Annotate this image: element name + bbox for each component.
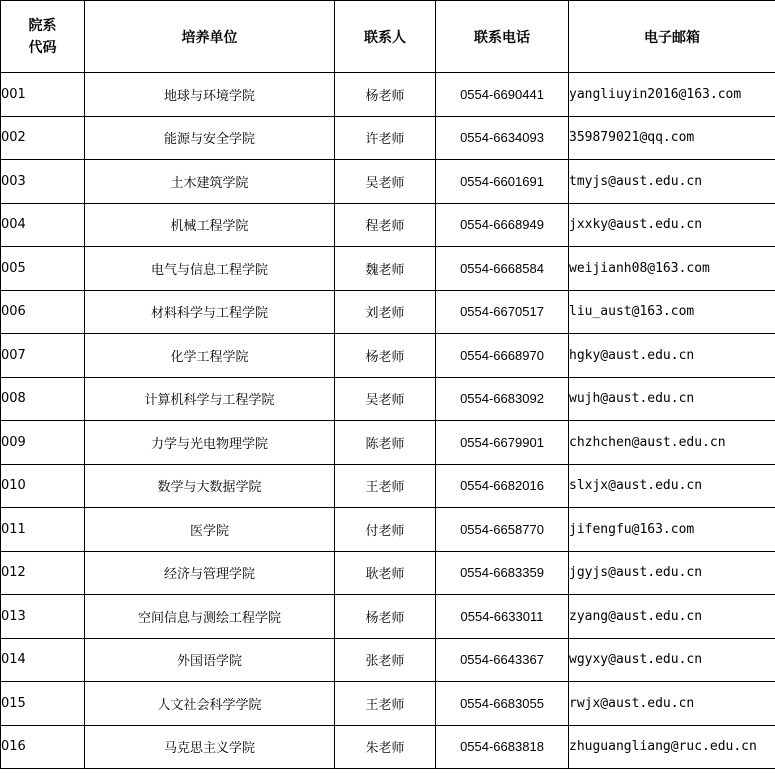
- contact-phone: 0554-6634093: [436, 116, 569, 160]
- contact-phone: 0554-6601691: [436, 160, 569, 204]
- training-unit: 土木建筑学院: [85, 160, 335, 204]
- contact-phone: 0554-6683055: [436, 682, 569, 726]
- training-unit: 化学工程学院: [85, 334, 335, 378]
- table-body: [1, 73, 775, 769]
- contact-person: 陈老师: [335, 421, 436, 465]
- email-address: hgky@aust.edu.cn: [569, 334, 775, 378]
- training-unit: 计算机科学与工程学院: [85, 377, 335, 421]
- table-row: [1, 377, 775, 421]
- table-row: [1, 638, 775, 682]
- dept-code: 012: [1, 551, 85, 595]
- header-contact-person: 联系人: [335, 1, 436, 73]
- training-unit: 地球与环境学院: [85, 73, 335, 117]
- contact-phone: 0554-6679901: [436, 421, 569, 465]
- dept-code: 008: [1, 377, 85, 421]
- table-row: [1, 421, 775, 465]
- table-row: [1, 116, 775, 160]
- dept-code: 005: [1, 247, 85, 291]
- contact-person: 付老师: [335, 508, 436, 552]
- training-unit: 材料科学与工程学院: [85, 290, 335, 334]
- contact-phone: 0554-6682016: [436, 464, 569, 508]
- contact-person: 王老师: [335, 682, 436, 726]
- contact-person: 杨老师: [335, 334, 436, 378]
- training-unit: 能源与安全学院: [85, 116, 335, 160]
- dept-code: 006: [1, 290, 85, 334]
- header-email: 电子邮箱: [569, 1, 775, 73]
- header-training-unit: 培养单位: [85, 1, 335, 73]
- email-address: jxxky@aust.edu.cn: [569, 203, 775, 247]
- contact-person: 吴老师: [335, 377, 436, 421]
- dept-code: 011: [1, 508, 85, 552]
- contact-phone: 0554-6633011: [436, 595, 569, 639]
- table-row: [1, 160, 775, 204]
- contact-person: 许老师: [335, 116, 436, 160]
- email-address: tmyjs@aust.edu.cn: [569, 160, 775, 204]
- table-header: [1, 1, 775, 73]
- dept-code: 007: [1, 334, 85, 378]
- header-dept-code-line1: 院系: [28, 17, 57, 34]
- header-dept-code: [1, 1, 85, 73]
- training-unit: 马克思主义学院: [85, 725, 335, 769]
- email-address: jifengfu@163.com: [569, 508, 775, 552]
- email-address: jgyjs@aust.edu.cn: [569, 551, 775, 595]
- dept-code: 009: [1, 421, 85, 465]
- contact-phone: 0554-6643367: [436, 638, 569, 682]
- email-address: wujh@aust.edu.cn: [569, 377, 775, 421]
- dept-code: 010: [1, 464, 85, 508]
- contact-person: 耿老师: [335, 551, 436, 595]
- email-address: 359879021@qq.com: [569, 116, 775, 160]
- email-address: zhuguangliang@ruc.edu.cn: [569, 725, 775, 769]
- header-dept-code-line2: 代码: [28, 39, 57, 56]
- contact-phone: 0554-6683092: [436, 377, 569, 421]
- email-address: slxjx@aust.edu.cn: [569, 464, 775, 508]
- table-row: [1, 290, 775, 334]
- contact-phone: 0554-6690441: [436, 73, 569, 117]
- training-unit: 数学与大数据学院: [85, 464, 335, 508]
- contact-person: 刘老师: [335, 290, 436, 334]
- dept-code: 002: [1, 116, 85, 160]
- email-address: zyang@aust.edu.cn: [569, 595, 775, 639]
- contact-person: 张老师: [335, 638, 436, 682]
- contact-person: 程老师: [335, 203, 436, 247]
- dept-code: 016: [1, 725, 85, 769]
- table-row: [1, 334, 775, 378]
- dept-code: 001: [1, 73, 85, 117]
- contact-person: 王老师: [335, 464, 436, 508]
- training-unit: 机械工程学院: [85, 203, 335, 247]
- contact-person: 魏老师: [335, 247, 436, 291]
- header-contact-phone: 联系电话: [436, 1, 569, 73]
- contact-phone: 0554-6668970: [436, 334, 569, 378]
- contact-person: 杨老师: [335, 595, 436, 639]
- dept-code: 015: [1, 682, 85, 726]
- training-unit: 力学与光电物理学院: [85, 421, 335, 465]
- training-unit: 外国语学院: [85, 638, 335, 682]
- training-unit: 医学院: [85, 508, 335, 552]
- email-address: wgyxy@aust.edu.cn: [569, 638, 775, 682]
- email-address: chzhchen@aust.edu.cn: [569, 421, 775, 465]
- email-address: yangliuyin2016@163.com: [569, 73, 775, 117]
- email-address: liu_aust@163.com: [569, 290, 775, 334]
- contact-phone: 0554-6683359: [436, 551, 569, 595]
- dept-code: 014: [1, 638, 85, 682]
- table-row: [1, 551, 775, 595]
- email-address: weijianh08@163.com: [569, 247, 775, 291]
- contact-person: 朱老师: [335, 725, 436, 769]
- dept-code: 013: [1, 595, 85, 639]
- contact-phone: 0554-6683818: [436, 725, 569, 769]
- contact-phone: 0554-6670517: [436, 290, 569, 334]
- table-row: [1, 247, 775, 291]
- contact-phone: 0554-6658770: [436, 508, 569, 552]
- table-row: [1, 73, 775, 117]
- table-row: [1, 464, 775, 508]
- contact-phone: 0554-6668584: [436, 247, 569, 291]
- table-row: [1, 682, 775, 726]
- dept-code: 003: [1, 160, 85, 204]
- training-unit: 经济与管理学院: [85, 551, 335, 595]
- contact-phone: 0554-6668949: [436, 203, 569, 247]
- email-address: rwjx@aust.edu.cn: [569, 682, 775, 726]
- contact-person: 吴老师: [335, 160, 436, 204]
- table-row: [1, 508, 775, 552]
- training-unit: 空间信息与测绘工程学院: [85, 595, 335, 639]
- table-row: [1, 725, 775, 769]
- dept-code: 004: [1, 203, 85, 247]
- header-row: [1, 1, 775, 73]
- table-row: [1, 203, 775, 247]
- training-unit: 人文社会科学学院: [85, 682, 335, 726]
- table-row: [1, 595, 775, 639]
- training-unit: 电气与信息工程学院: [85, 247, 335, 291]
- contact-person: 杨老师: [335, 73, 436, 117]
